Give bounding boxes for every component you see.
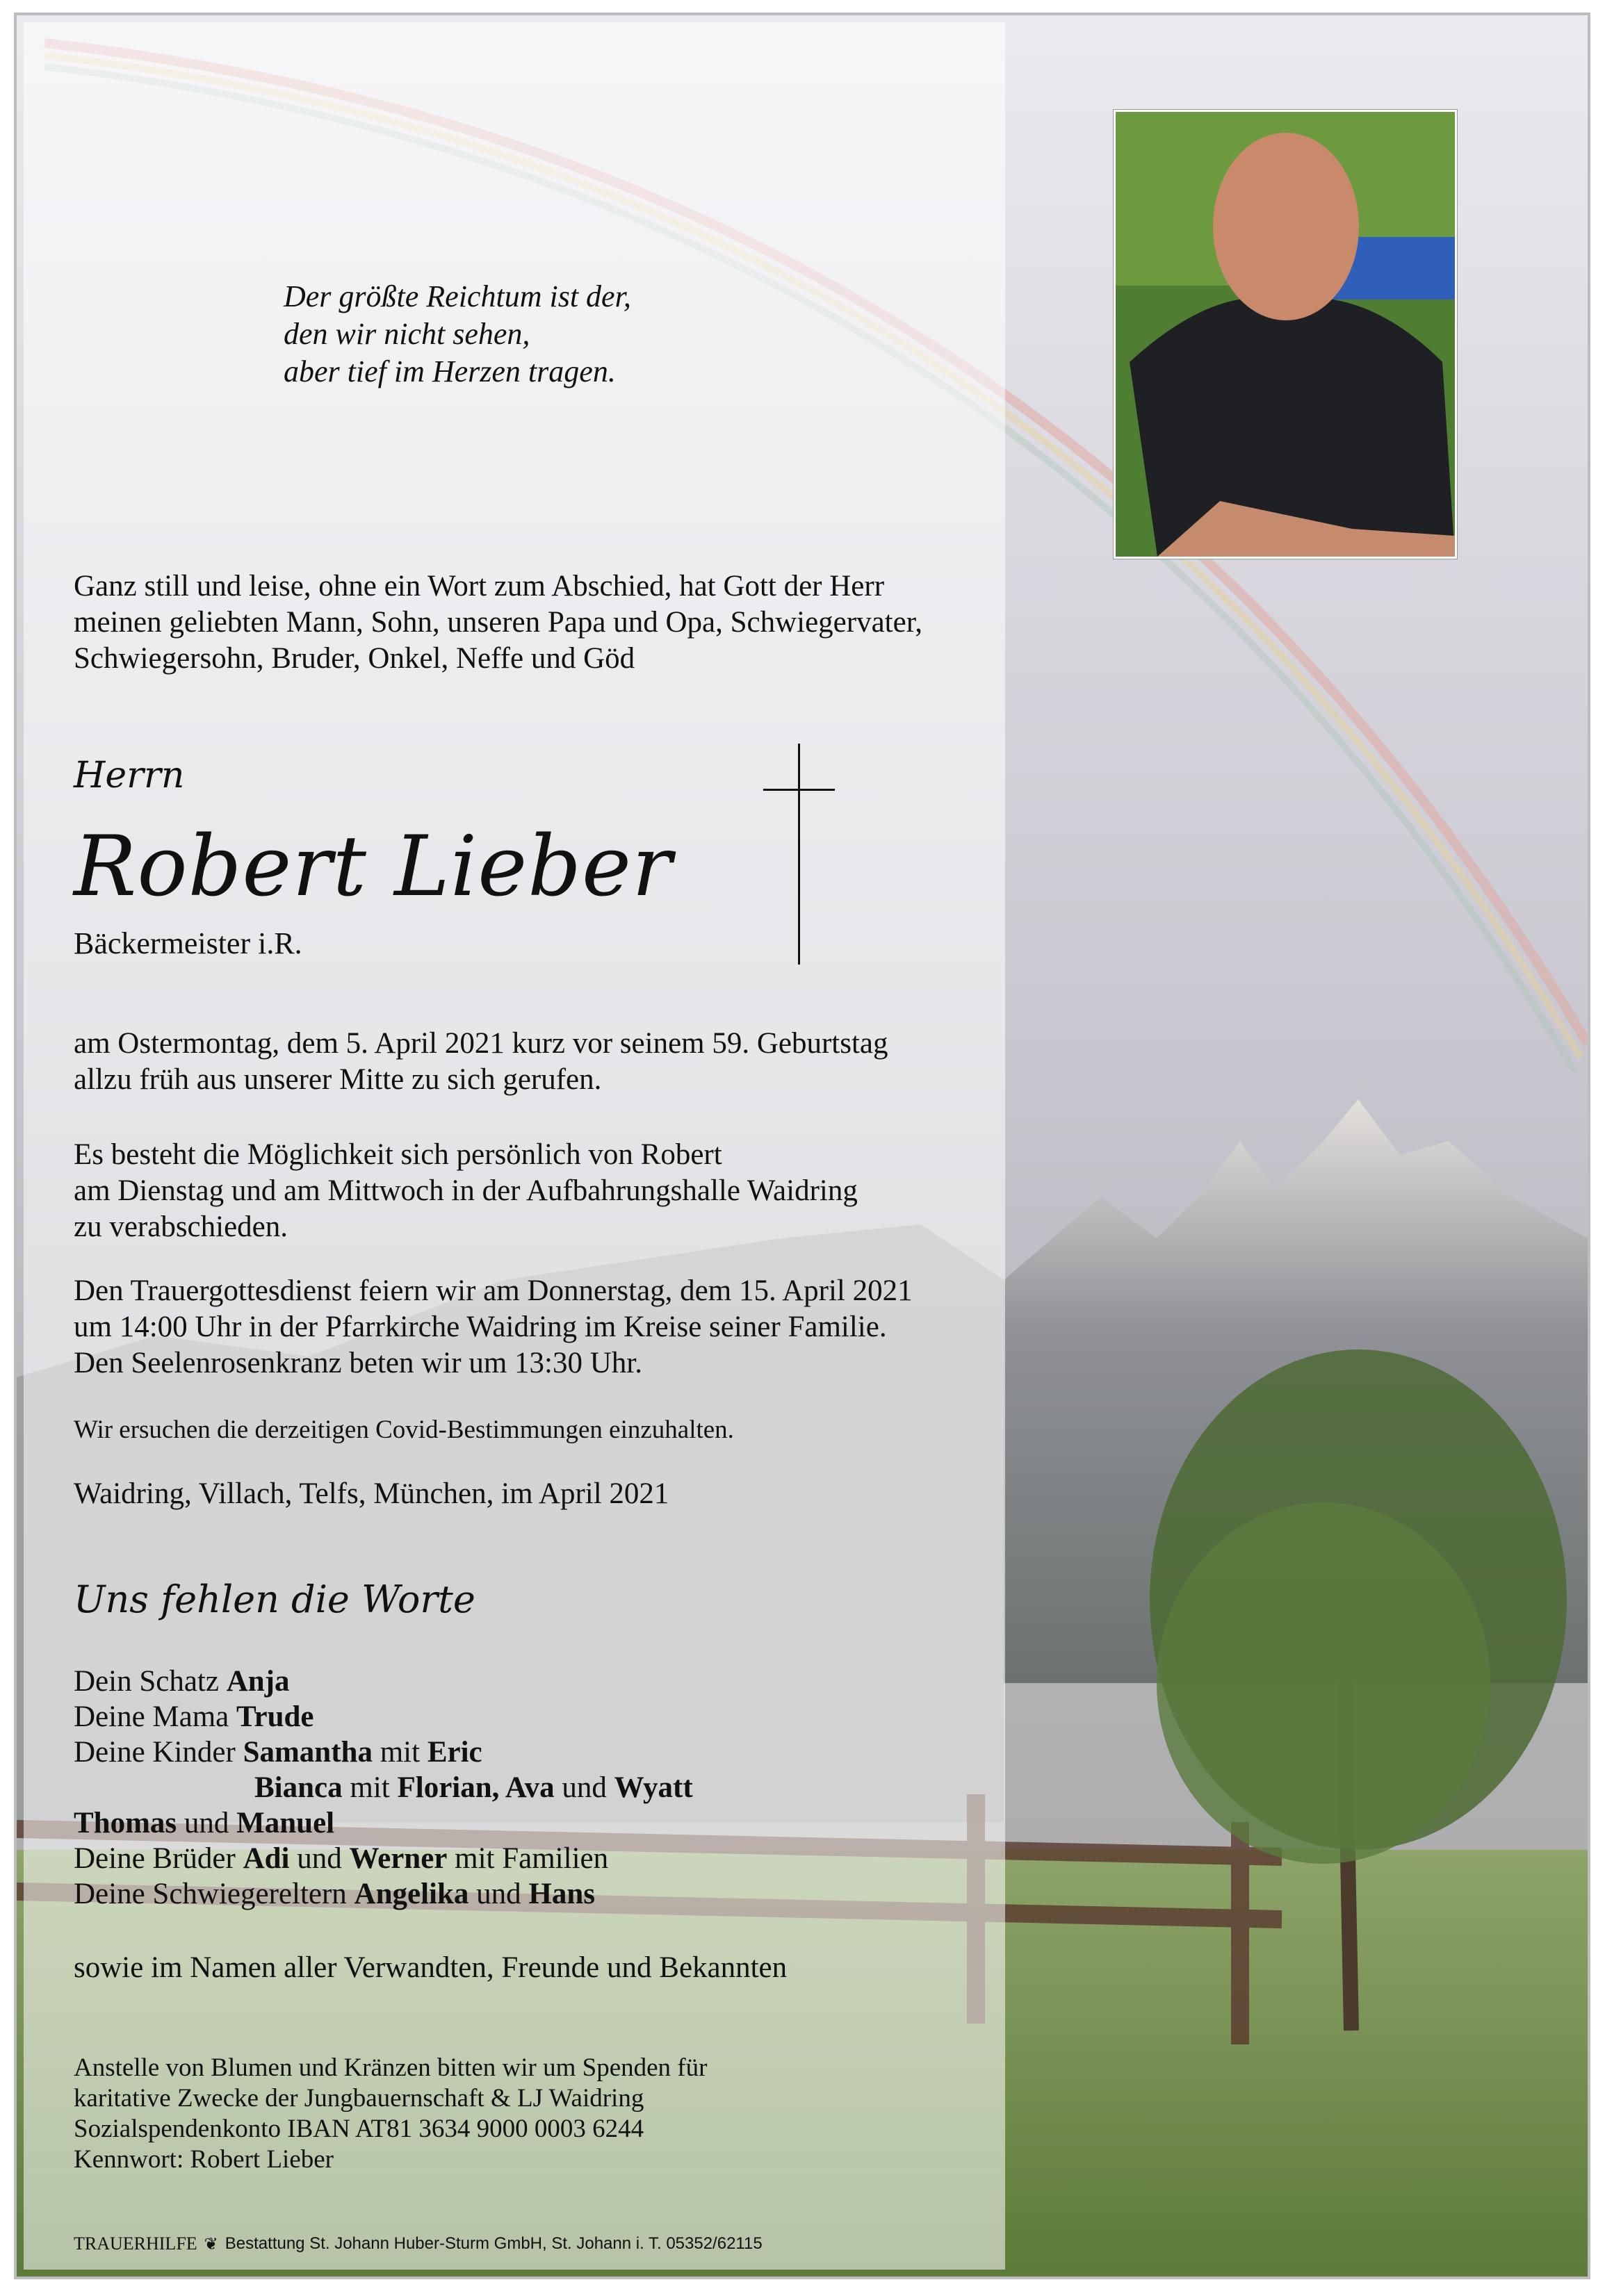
quote-line: aber tief im Herzen tragen. bbox=[284, 354, 616, 388]
text-line: Anstelle von Blumen und Kränzen bitten wir um Spenden für bbox=[74, 2053, 708, 2082]
donation-note bbox=[74, 2053, 707, 2175]
viewing-paragraph bbox=[74, 1137, 858, 1245]
list-item: Deine Mama Trude bbox=[74, 1700, 314, 1733]
quote bbox=[284, 278, 631, 391]
deceased-name: Robert Lieber bbox=[74, 819, 673, 915]
cross-icon-bar bbox=[763, 789, 835, 791]
mourners-heading: Uns fehlen die Worte bbox=[74, 1577, 475, 1621]
closing-line: sowie im Namen aller Verwandten, Freunde und Bekannten bbox=[74, 1951, 788, 1984]
footer bbox=[74, 2233, 763, 2254]
text-line: allzu früh aus unserer Mitte zu sich gerufen. bbox=[74, 1063, 602, 1096]
place-date: Waidring, Villach, Telfs, München, im April 2021 bbox=[74, 1477, 669, 1510]
quote-line: den wir nicht sehen, bbox=[284, 317, 530, 351]
text-line: Den Trauergottesdienst feiern wir am Donnerstag, dem 15. April 2021 bbox=[74, 1274, 913, 1307]
list-item: Deine Brüder Adi und Werner mit Familien bbox=[74, 1842, 609, 1875]
text-line: Kennwort: Robert Lieber bbox=[74, 2145, 334, 2174]
text-line: Schwiegersohn, Bruder, Onkel, Neffe und Göd bbox=[74, 642, 635, 675]
quote-line: Der größte Reichtum ist der, bbox=[284, 279, 631, 313]
salutation: Herrn bbox=[74, 755, 185, 796]
list-item: Deine Schwiegereltern Angelika und Hans bbox=[74, 1878, 596, 1910]
list-item: Dein Schatz Anja bbox=[74, 1665, 290, 1698]
text-line: Es besteht die Möglichkeit sich persönlich von Robert bbox=[74, 1138, 722, 1171]
portrait-photo bbox=[1114, 110, 1457, 559]
text-line: am Dienstag und am Mittwoch in der Aufbahrungshalle Waidring bbox=[74, 1174, 858, 1207]
text-line: zu verabschieden. bbox=[74, 1211, 288, 1243]
death-paragraph bbox=[74, 1026, 888, 1098]
cross-icon bbox=[798, 744, 800, 965]
text-line: meinen geliebten Mann, Sohn, unseren Papa und Opa, Schwiegervater, bbox=[74, 606, 923, 639]
text-line: Ganz still und leise, ohne ein Wort zum Abschied, hat Gott der Herr bbox=[74, 570, 885, 602]
text-line: Den Seelenrosenkranz beten wir um 13:30 Uhr. bbox=[74, 1347, 642, 1379]
footer-text: Bestattung St. Johann Huber-Sturm GmbH, St. Johann i. T. 05352/62115 bbox=[225, 2234, 763, 2253]
text-line: am Ostermontag, dem 5. April 2021 kurz vor seinem 59. Geburtstag bbox=[74, 1027, 888, 1060]
list-item: Deine Kinder Samantha mit Eric bbox=[74, 1736, 482, 1769]
text-line: karitative Zwecke der Jungbauernschaft & LJ Waidring bbox=[74, 2084, 644, 2113]
intro-paragraph bbox=[74, 568, 922, 677]
footer-brand: TRAUERHILFE bbox=[74, 2233, 197, 2254]
text-line: um 14:00 Uhr in der Pfarrkirche Waidring im Kreise seiner Familie. bbox=[74, 1311, 887, 1343]
mourners-list bbox=[74, 1664, 693, 1912]
text-line: Sozialspendenkonto IBAN AT81 3634 9000 0003 6244 bbox=[74, 2115, 644, 2143]
list-item: Thomas und Manuel bbox=[74, 1807, 335, 1839]
service-paragraph bbox=[74, 1273, 913, 1381]
list-item: Bianca mit Florian, Ava und Wyatt bbox=[254, 1771, 693, 1804]
covid-note: Wir ersuchen die derzeitigen Covid-Bestimmungen einzuhalten. bbox=[74, 1416, 734, 1444]
leaf-icon: ❦ bbox=[204, 2234, 218, 2254]
deceased-title: Bäckermeister i.R. bbox=[74, 926, 302, 960]
